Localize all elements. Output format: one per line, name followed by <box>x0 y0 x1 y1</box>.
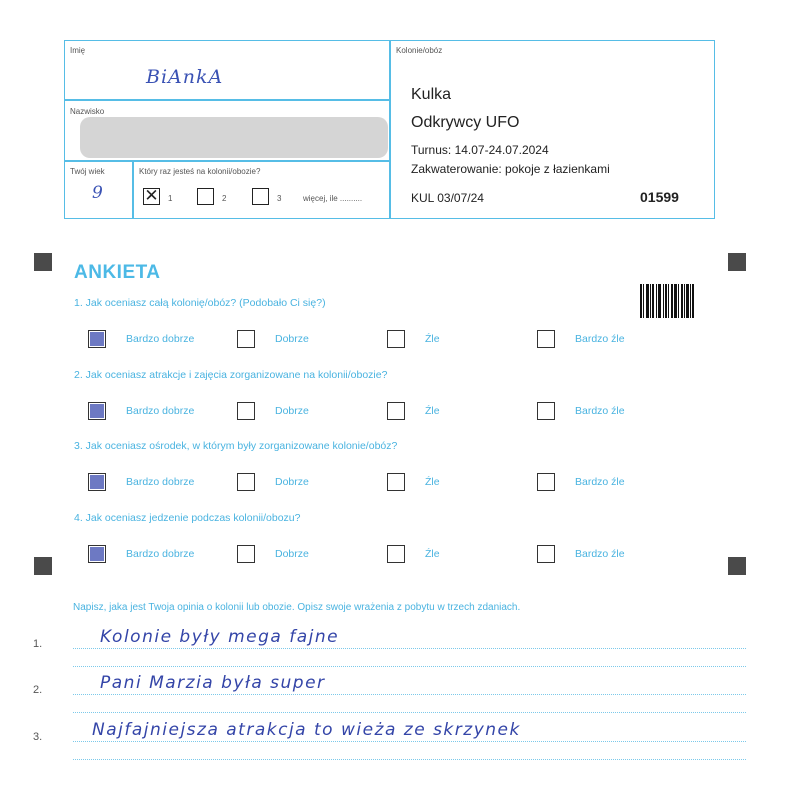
form-divider <box>389 40 391 219</box>
dotted-writing-line <box>73 759 746 760</box>
question-text: 1. Jak oceniasz całą kolonię/obóz? (Podobało Ci się?) <box>74 297 326 309</box>
answer-label: Dobrze <box>275 548 309 560</box>
option-1-label: 1 <box>168 194 173 203</box>
handwritten-answer[interactable]: Najfajniejsza atrakcja to wieża ze skrzynek <box>92 720 521 740</box>
wiecej-label: więcej, ile .......... <box>303 194 363 203</box>
answer-label: Dobrze <box>275 405 309 417</box>
barcode <box>640 284 694 318</box>
answer-label: Źle <box>425 333 440 345</box>
answer-label: Bardzo dobrze <box>126 333 195 345</box>
answer-label: Bardzo źle <box>575 476 625 488</box>
form-divider <box>64 160 389 162</box>
answer-checkbox[interactable] <box>237 473 255 491</box>
option-3-label: 3 <box>277 194 282 203</box>
answer-label: Bardzo dobrze <box>126 548 195 560</box>
imie-label: Imię <box>70 46 86 55</box>
form-number: 01599 <box>640 189 679 205</box>
kolonie-label: Kolonie/obóz <box>396 46 443 55</box>
x-mark-icon: ✕ <box>144 186 159 205</box>
answer-checkbox[interactable] <box>237 545 255 563</box>
answer-label: Bardzo źle <box>575 405 625 417</box>
answer-checkbox[interactable] <box>537 402 555 420</box>
option-1-checkbox[interactable] <box>143 188 160 205</box>
question-text: 2. Jak oceniasz atrakcje i zajęcia zorganizowane na kolonii/obozie? <box>74 369 388 381</box>
answer-checkbox[interactable] <box>537 330 555 348</box>
answer-label: Bardzo źle <box>575 333 625 345</box>
kul-code: KUL 03/07/24 <box>411 191 484 205</box>
answer-checkbox[interactable] <box>387 402 405 420</box>
answer-label: Źle <box>425 476 440 488</box>
line-number: 3. <box>33 731 43 743</box>
answer-checkbox[interactable] <box>88 330 106 348</box>
dotted-writing-line <box>73 648 746 649</box>
survey-title: ANKIETA <box>74 262 161 283</box>
form-divider <box>64 99 389 101</box>
question-text: 4. Jak oceniasz jedzenie podczas kolonii/obozu? <box>74 512 301 524</box>
registration-marker <box>728 253 746 271</box>
wiek-field[interactable]: 9 <box>92 183 104 203</box>
registration-marker <box>34 557 52 575</box>
form-divider <box>132 160 134 219</box>
camp-name: Odkrywcy UFO <box>411 114 520 131</box>
wiek-label: Twój wiek <box>70 167 105 176</box>
option-3-checkbox[interactable] <box>252 188 269 205</box>
ktory-raz-label: Który raz jesteś na kolonii/obozie? <box>139 167 261 176</box>
handwritten-answer[interactable]: Pani Marzia była super <box>100 673 326 693</box>
answer-checkbox[interactable] <box>88 402 106 420</box>
option-2-checkbox[interactable] <box>197 188 214 205</box>
answer-label: Bardzo dobrze <box>126 405 195 417</box>
answer-label: Dobrze <box>275 333 309 345</box>
dotted-writing-line <box>73 712 746 713</box>
dotted-writing-line <box>73 741 746 742</box>
question-text: 3. Jak oceniasz ośrodek, w którym były zorganizowane kolonie/obóz? <box>74 440 398 452</box>
dotted-writing-line <box>73 666 746 667</box>
answer-checkbox[interactable] <box>237 402 255 420</box>
nazwisko-label: Nazwisko <box>70 107 105 116</box>
answer-label: Bardzo dobrze <box>126 476 195 488</box>
turnus-text: Turnus: 14.07-24.07.2024 <box>411 143 549 157</box>
answer-checkbox[interactable] <box>88 473 106 491</box>
dotted-writing-line <box>73 694 746 695</box>
answer-checkbox[interactable] <box>387 330 405 348</box>
answer-label: Bardzo źle <box>575 548 625 560</box>
opinion-prompt: Napisz, jaka jest Twoja opinia o kolonii lub obozie. Opisz swoje wrażenia z pobytu w trzech zdaniach. <box>73 602 521 613</box>
imie-field[interactable]: BiAnkA <box>146 66 224 88</box>
handwritten-answer[interactable]: Kolonie były mega fajne <box>100 627 340 647</box>
answer-checkbox[interactable] <box>387 545 405 563</box>
answer-checkbox[interactable] <box>387 473 405 491</box>
answer-checkbox[interactable] <box>237 330 255 348</box>
answer-label: Źle <box>425 405 440 417</box>
line-number: 2. <box>33 684 43 696</box>
nazwisko-field-redacted[interactable] <box>80 117 388 158</box>
answer-checkbox[interactable] <box>537 473 555 491</box>
answer-label: Źle <box>425 548 440 560</box>
answer-checkbox[interactable] <box>537 545 555 563</box>
option-2-label: 2 <box>222 194 227 203</box>
answer-checkbox[interactable] <box>88 545 106 563</box>
registration-marker <box>728 557 746 575</box>
line-number: 1. <box>33 638 43 650</box>
zakwaterowanie-text: Zakwaterowanie: pokoje z łazienkami <box>411 162 610 176</box>
place-name: Kulka <box>411 86 452 103</box>
answer-label: Dobrze <box>275 476 309 488</box>
registration-marker <box>34 253 52 271</box>
